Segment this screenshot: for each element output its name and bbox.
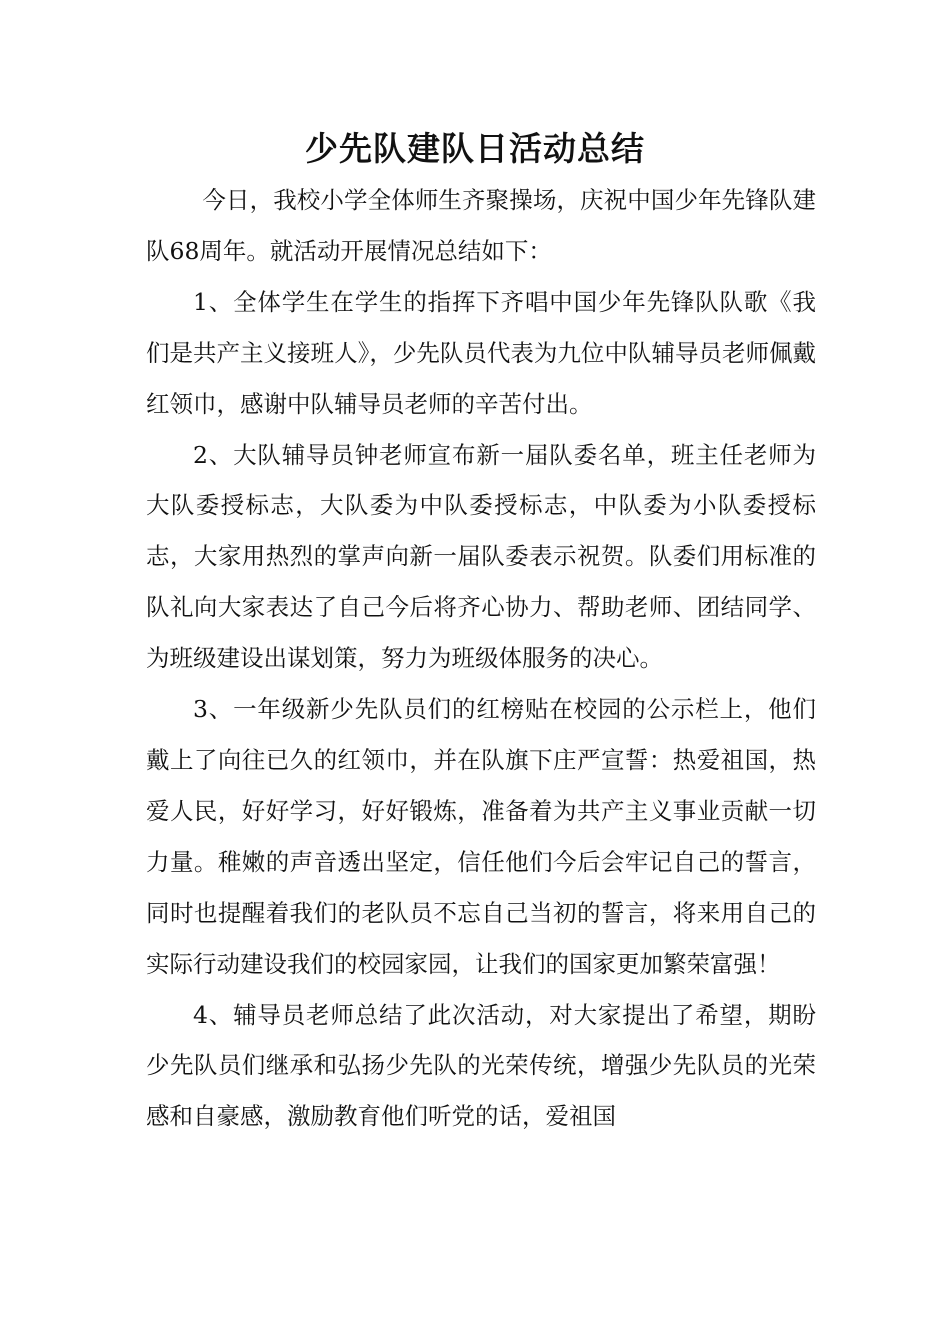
paragraph-item-3: 3、一年级新少先队员们的红榜贴在校园的公示栏上，他们戴上了向往已久的红领巾，并在队旗下庄严宣誓：热爱祖国，热爱人民，好好学习，好好锻炼，准备着为共产主义事业贡献一切力量。稚嫩的声音透出坚定，信任他们今后会牢记自己的誓言，同时也提醒着我们的老队员不忘自己当初的誓言，将来用自己的实际行动建设我们的校园家园，让我们的国家更加繁荣富强！ xyxy=(146,695,816,978)
document-body xyxy=(146,175,816,1142)
document-title: 少先队建队日活动总结 xyxy=(305,129,645,168)
paragraph-item-2: 2、大队辅导员钟老师宣布新一届队委名单，班主任老师为大队委授标志，大队委为中队委授标志，中队委为小队委授标志，大家用热烈的掌声向新一届队委表示祝贺。队委们用标准的队礼向大家表达了自己今后将齐心协力、帮助老师、团结同学、为班级建设出谋划策，努力为班级体服务的决心。 xyxy=(146,440,816,673)
paragraph-intro: 今日，我校小学全体师生齐聚操场，庆祝中国少年先锋队建队68周年。就活动开展情况总结如下： xyxy=(146,186,816,265)
paragraph-item-1: 1、全体学生在学生的指挥下齐唱中国少年先锋队队歌《我们是共产主义接班人》，少先队员代表为九位中队辅导员老师佩戴红领巾，感谢中队辅导员老师的辛苦付出。 xyxy=(146,287,816,418)
paragraph-item-4: 4、辅导员老师总结了此次活动，对大家提出了希望，期盼少先队员们继承和弘扬少先队的光荣传统，增强少先队员的光荣感和自豪感，激励教育他们听党的话，爱祖国 xyxy=(146,1000,816,1131)
